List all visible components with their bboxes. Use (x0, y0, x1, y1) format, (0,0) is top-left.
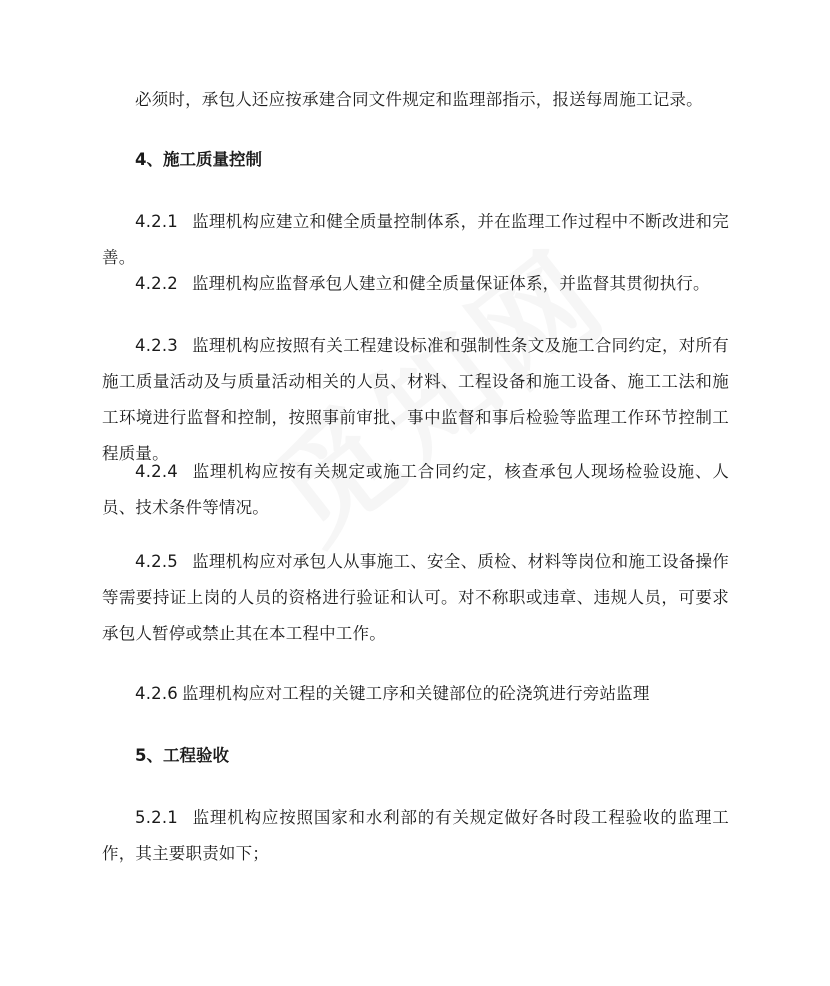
section-5-heading: 5、工程验收 (135, 746, 229, 765)
section-4-heading: 4、施工质量控制 (135, 150, 262, 169)
intro-paragraph: 必须时，承包人还应按承建合同文件规定和监理部指示，报送每周施工记录。 (135, 90, 703, 109)
clause-text: 监理机构应按有关规定或施工合同约定，核查承包人现场检验设施、人员、技术条件等情况。 (102, 462, 729, 517)
clause-text: 监理机构应监督承包人建立和健全质量保证体系，并监督其贯彻执行。 (191, 274, 710, 293)
clause-number: 4.2.4 (135, 462, 178, 481)
clause-text: 监理机构应建立和健全质量控制体系，并在监理工作过程中不断改进和完善。 (102, 212, 729, 267)
clause-4-2-2 (102, 266, 729, 302)
clause-number: 4.2.2 (135, 274, 178, 293)
clause-4-2-5 (102, 544, 729, 652)
clause-text: 监理机构应按照国家和水利部的有关规定做好各时段工程验收的监理工作，其主要职责如下； (102, 808, 729, 863)
clause-number: 4.2.1 (135, 212, 178, 231)
clause-4-2-4 (102, 454, 729, 526)
clause-number: 5.2.1 (135, 808, 178, 827)
clause-number: 4.2.3 (135, 336, 178, 355)
clause-number: 4.2.5 (135, 552, 178, 571)
clause-text: 监理机构应对承包人从事施工、安全、质检、材料等岗位和施工设备操作等需要持证上岗的人员的资格进行验证和认可。对不称职或违章、违规人员，可要求承包人暂停或禁止其在本工程中工作。 (102, 552, 729, 643)
clause-text: 监理机构应对工程的关键工序和关键部位的砼浇筑进行旁站监理 (181, 684, 650, 703)
clause-5-2-1 (102, 800, 729, 872)
clause-4-2-3 (102, 328, 729, 472)
clause-number: 4.2.6 (135, 684, 178, 703)
clause-4-2-6 (102, 676, 729, 712)
clause-text: 监理机构应按照有关工程建设标准和强制性条文及施工合同约定，对所有施工质量活动及与质量活动相关的人员、材料、工程设备和施工设备、施工工法和施工环境进行监督和控制，按照事前审批、事中监督和事后检验等监理工作环节控制工程质量。 (102, 336, 729, 463)
